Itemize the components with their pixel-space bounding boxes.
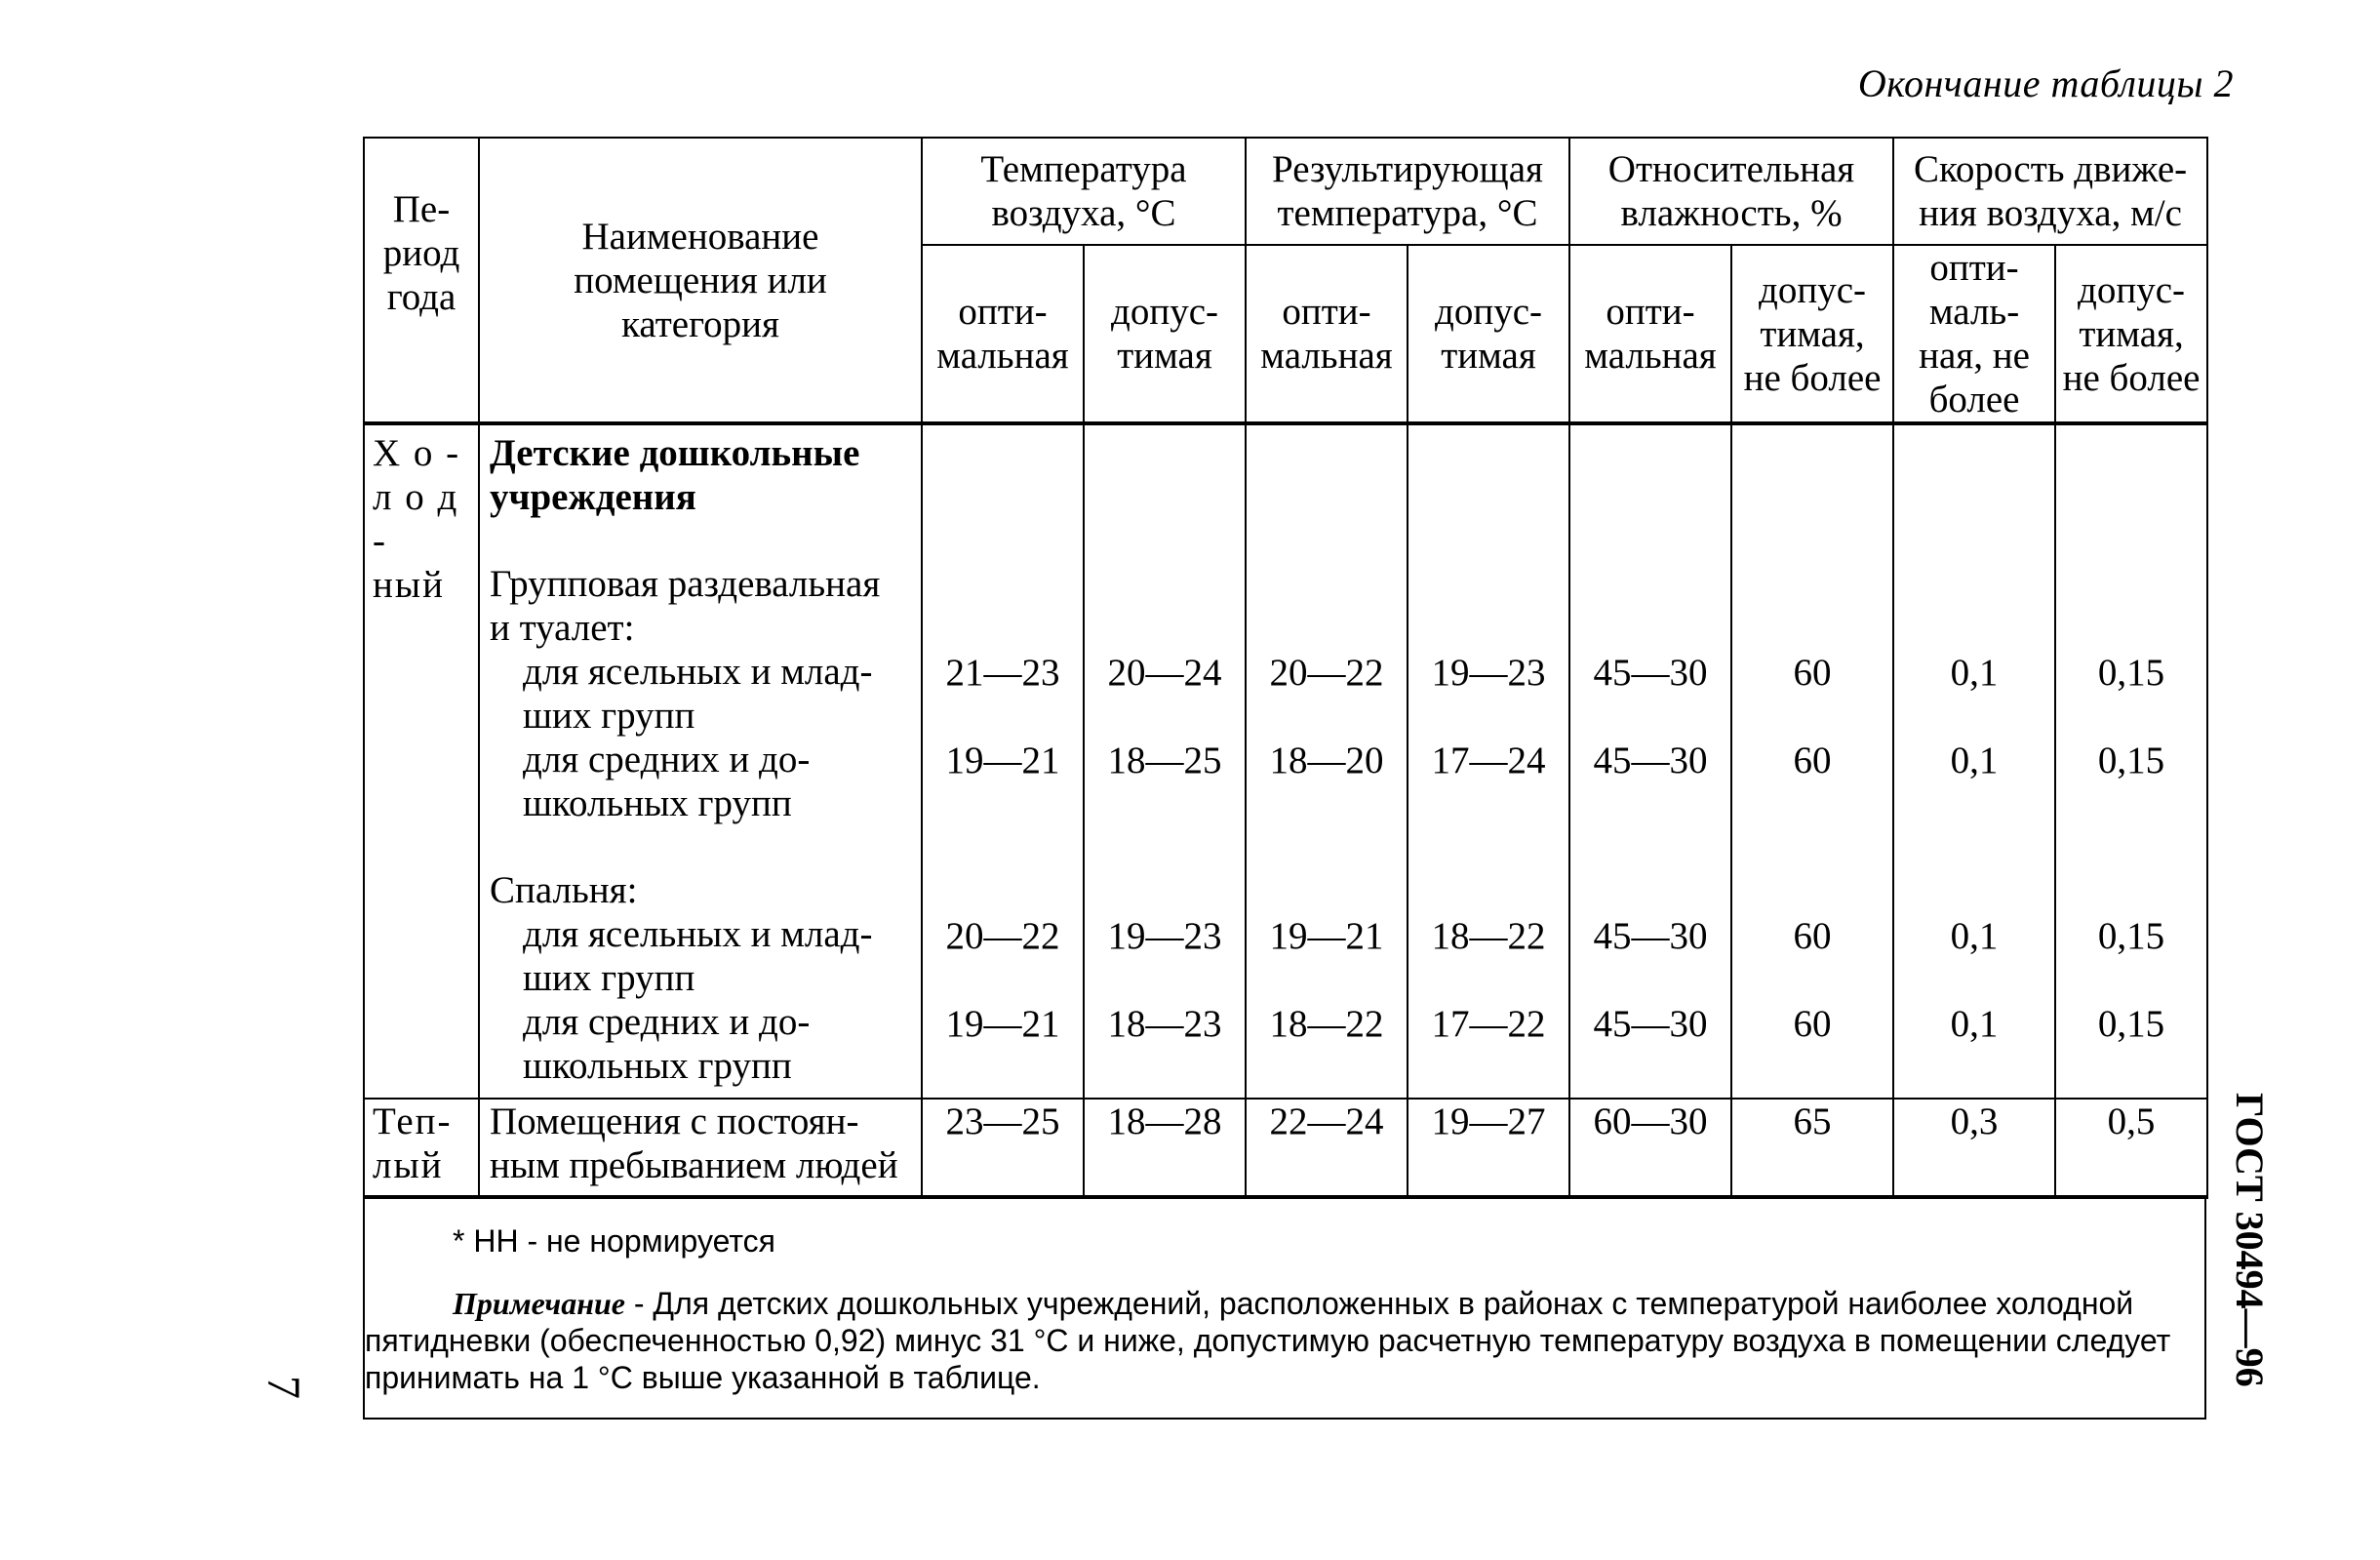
note-label: Примечание bbox=[453, 1286, 625, 1321]
table-row-warm bbox=[364, 1099, 2207, 1197]
table-caption: Окончание таблицы 2 bbox=[1857, 61, 2234, 105]
period-warm: Теп- лый bbox=[364, 1099, 479, 1197]
subheader-allowed: допус- тимая bbox=[1084, 245, 1246, 423]
table-cell: 18—28 bbox=[1084, 1099, 1246, 1197]
subheader-allowed-max: допус- тимая, не более bbox=[2055, 245, 2207, 423]
value-column: 45—30 45—30 45—30 45—30 bbox=[1569, 423, 1731, 1099]
climate-table bbox=[363, 137, 2208, 1199]
subheader-optimal: опти- мальная bbox=[922, 245, 1084, 423]
room-names-cold: Детские дошкольные учреждения Групповая раздевальная и туалет: для ясельных и млад- ших групп для средних и до- школьных групп Спальня: для ясельных и млад- ших групп для средних и до- школьных групп bbox=[479, 423, 922, 1099]
table-cell: 22—24 bbox=[1246, 1099, 1408, 1197]
note-paragraph bbox=[365, 1285, 2204, 1396]
page-number: 7 bbox=[258, 1376, 309, 1399]
header-result-temperature: Результирующая температура, °С bbox=[1246, 138, 1569, 245]
table-cell: 0,5 bbox=[2055, 1099, 2207, 1197]
standard-title: ГОСТ 30494—96 bbox=[2228, 1093, 2272, 1387]
value-column: 20—24 18—25 19—23 18—23 bbox=[1084, 423, 1246, 1099]
table-notes bbox=[363, 1199, 2206, 1420]
subheader-allowed: допус- тимая bbox=[1408, 245, 1569, 423]
value-column: 21—23 19—21 20—22 19—21 bbox=[922, 423, 1084, 1099]
header-room-name: Наименование помещения или категория bbox=[479, 138, 922, 423]
subheader-optimal-max: опти- маль- ная, не более bbox=[1893, 245, 2055, 423]
value-column: 19—23 17—24 18—22 17—22 bbox=[1408, 423, 1569, 1099]
table-cell: 19—27 bbox=[1408, 1099, 1569, 1197]
table-cell: 60—30 bbox=[1569, 1099, 1731, 1197]
header-air-temperature: Температура воздуха, °С bbox=[922, 138, 1246, 245]
period-cold: Х о - л о д - ный bbox=[364, 423, 479, 1099]
subheader-allowed-max: допус- тимая, не более bbox=[1731, 245, 1893, 423]
value-column: 20—22 18—20 19—21 18—22 bbox=[1246, 423, 1408, 1099]
table-frame bbox=[363, 137, 2206, 1420]
table-cell: 23—25 bbox=[922, 1099, 1084, 1197]
subheader-optimal: опти- мальная bbox=[1246, 245, 1408, 423]
value-column: 0,15 0,15 0,15 0,15 bbox=[2055, 423, 2207, 1099]
value-column: 0,1 0,1 0,1 0,1 bbox=[1893, 423, 2055, 1099]
value-column: 60 60 60 60 bbox=[1731, 423, 1893, 1099]
footnote: * НН - не нормируется bbox=[453, 1223, 775, 1259]
table-row-cold bbox=[364, 423, 2207, 1099]
table-cell: 0,3 bbox=[1893, 1099, 2055, 1197]
header-air-speed: Скорость движе- ния воздуха, м/с bbox=[1893, 138, 2207, 245]
header-period: Пе- риод года bbox=[364, 138, 479, 423]
table-cell: 65 bbox=[1731, 1099, 1893, 1197]
header-humidity: Относительная влажность, % bbox=[1569, 138, 1893, 245]
note-text: - Для детских дошкольных учреждений, расположенных в районах с температурой наиболее холодной пятидневки (обеспеченностью 0,92) минус 31 °С и ниже, допустимую расчетную температуру воздуха в помещении следует принимать на 1 °С выше указанной в таблице. bbox=[365, 1286, 2171, 1395]
room-name-warm: Помещения с постоян- ным пребыванием людей bbox=[479, 1099, 922, 1197]
subheader-optimal: опти- мальная bbox=[1569, 245, 1731, 423]
